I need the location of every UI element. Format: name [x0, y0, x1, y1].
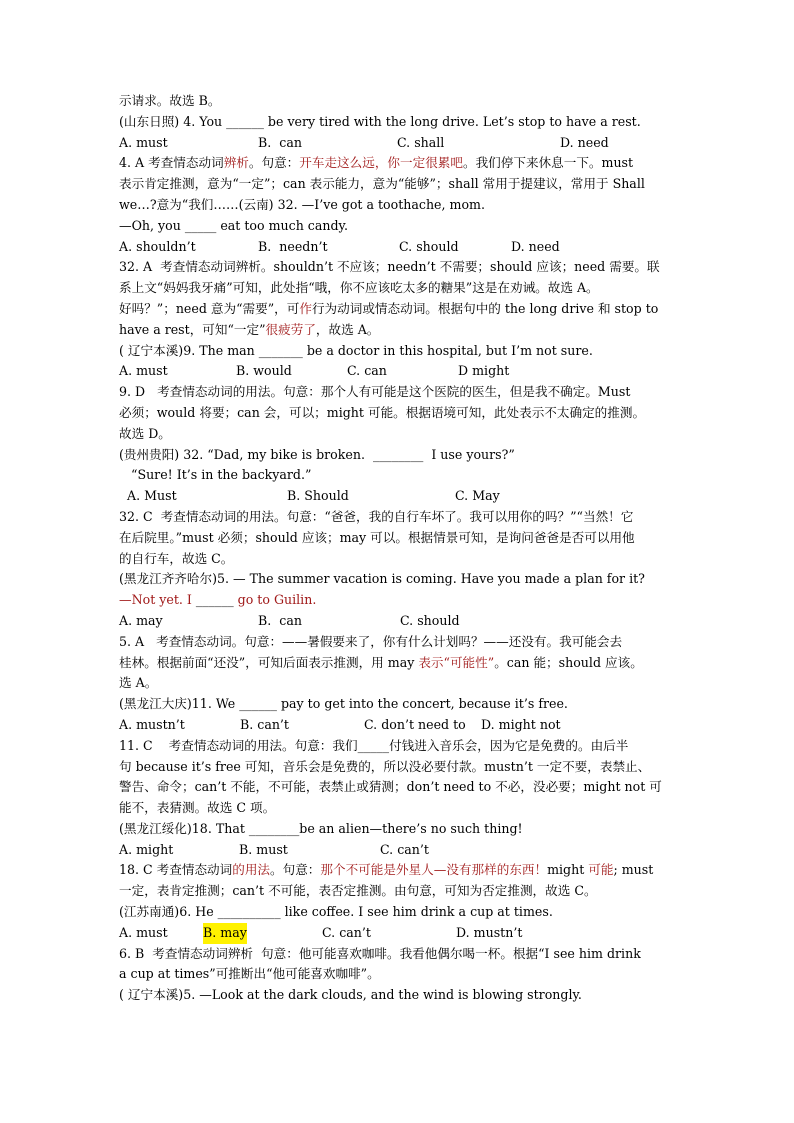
text-segment: ( 辽宁本溪)9. The man _______ be a doctor in this hospital, but I’m not sure. — [119, 342, 593, 358]
text-segment: 在后院里。”must 必须；should 应该；may 可以。根据情景可知，是询问爸爸是否可以用他 — [119, 529, 635, 545]
answer-option: D. need — [560, 134, 609, 150]
text-line — [119, 320, 677, 341]
text-segment: 。我们停下来休息一下。must — [462, 155, 634, 171]
text-line — [119, 507, 677, 528]
text-segment: 6. B 考查情态动词辨析 句意：他可能喜欢咖啡。我看他偶尔喝一杯。根据“I see him drink — [119, 945, 641, 961]
text-segment: might — [547, 862, 589, 878]
highlighted-text: 开车走这么远，你一定很累吧 — [299, 155, 463, 171]
text-line — [119, 445, 677, 466]
highlighted-text: 表示“可能性” — [418, 654, 495, 670]
highlighted-text: 辨析 — [223, 155, 249, 171]
text-segment: 一定，表肯定推测；can’t 不可能，表否定推测。由句意，可知为否定推测，故选 C。 — [119, 883, 597, 899]
text-line — [119, 569, 677, 590]
text-segment: ______ — [195, 592, 234, 608]
text-segment: 表示肯定推测，意为“一定”；can 表示能力，意为“能够”；shall 常用于提建议，常用于 Shall — [119, 176, 645, 192]
answer-option: C. don’t need to — [364, 716, 466, 732]
answer-options-line — [119, 133, 677, 154]
text-line — [119, 798, 677, 819]
highlighted-text: 很疲劳了 — [265, 321, 316, 337]
highlighted-text: go to Guilin. — [233, 592, 317, 608]
text-segment: 行为动词或情态动词。根据句中的 the long drive 和 stop to — [311, 300, 659, 316]
text-line — [119, 174, 677, 195]
text-line — [119, 216, 677, 237]
text-line — [119, 341, 677, 362]
answer-options-line — [119, 237, 677, 258]
answer-option: A. shouldn’t — [119, 238, 196, 254]
answer-option: B. needn’t — [258, 238, 328, 254]
answer-option: A. must — [119, 134, 168, 150]
text-segment: we…?意为“我们……(云南) 32. —I’ve got a toothache, mom. — [119, 196, 485, 212]
text-segment: 桂林。根据前面“还没”，可知后面表示推测，用 may — [119, 654, 419, 670]
highlighted-text: 的用法 — [232, 862, 271, 878]
text-segment: (贵州贵阳) 32. “Dad, my bike is broken. ________ I use yours?” — [119, 446, 515, 462]
answer-option: D might — [458, 363, 510, 379]
text-line — [119, 195, 677, 216]
text-line — [119, 382, 677, 403]
text-segment: (江苏南通)6. He __________ like coffee. I see him drink a cup at times. — [119, 904, 553, 920]
answer-option: C. should — [400, 612, 460, 628]
text-segment: ; must — [613, 862, 654, 878]
answer-option: C. May — [455, 488, 500, 504]
answer-option: A. mustn’t — [119, 716, 185, 732]
answer-option: A. must — [119, 924, 168, 940]
text-segment: 的自行车，故选 C。 — [119, 550, 234, 566]
text-segment: a cup at times”可推断出“他可能喜欢咖啡”。 — [119, 966, 380, 982]
answer-option: D. need — [511, 238, 560, 254]
text-line — [119, 632, 677, 653]
text-segment: 故选 D。 — [119, 425, 171, 441]
text-line — [119, 465, 677, 486]
highlighted-text: —Not yet. I — [119, 592, 196, 608]
text-line — [119, 528, 677, 549]
text-segment: (黑龙江齐齐哈尔)5. — The summer vacation is coming. Have you made a plan for it? — [119, 571, 645, 587]
answer-options-line — [119, 611, 677, 632]
highlighted-text: 可能 — [588, 862, 614, 878]
answer-option: C. can — [347, 363, 387, 379]
text-line — [119, 777, 677, 798]
highlighted-text: 那个不可能是外星人—没有那样的东西！ — [320, 862, 548, 878]
text-segment: 32. A 考查情态动词辨析。shouldn’t 不应该；needn’t 不需要；should 应该；need 需要。联 — [119, 259, 660, 275]
answer-option: B. must — [239, 841, 288, 857]
text-line — [119, 424, 677, 445]
text-line — [119, 278, 677, 299]
text-line — [119, 112, 677, 133]
text-segment: 4. A 考查情态动词 — [119, 155, 224, 171]
answer-option: B. would — [236, 363, 292, 379]
text-line — [119, 881, 677, 902]
text-line — [119, 653, 677, 674]
text-line — [119, 549, 677, 570]
text-segment: 32. C 考查情态动词的用法。句意：“爸爸，我的自行车坏了。我可以用你的吗？”“当然！它 — [119, 508, 634, 524]
text-segment: 好吗？”；need 意为“需要”，可 — [119, 300, 300, 316]
answer-option: A. might — [119, 841, 174, 857]
text-segment: 9. D 考查情态动词的用法。句意：那个人有可能是这个医院的医生，但是我不确定。Must — [119, 384, 631, 400]
text-segment: —Oh, you _____ eat too much candy. — [119, 217, 348, 233]
answer-option: D. might not — [481, 716, 561, 732]
text-segment: have a rest，可知“一定” — [119, 321, 266, 337]
text-segment: 。句意： — [248, 155, 300, 171]
answer-option: C. should — [399, 238, 459, 254]
document-page — [119, 91, 677, 1006]
text-line — [119, 860, 677, 881]
text-line — [119, 757, 677, 778]
text-line — [119, 964, 677, 985]
text-segment: (黑龙江大庆)11. We ______ pay to get into the concert, because it’s free. — [119, 696, 568, 712]
text-line — [119, 257, 677, 278]
answer-options-line — [119, 361, 677, 382]
answer-options-line — [119, 840, 677, 861]
text-segment: 5. A 考查情态动词。句意：——暑假要来了，你有什么计划吗？——还没有。我可能会去 — [119, 633, 623, 649]
text-segment: ，故选 A。 — [315, 321, 380, 337]
text-line — [119, 902, 677, 923]
text-line — [119, 590, 677, 611]
answer-option: C. can’t — [322, 924, 371, 940]
text-segment: 必须；would 将要；can 会，可以；might 可能。根据语境可知，此处表示不太确定的推测。 — [119, 404, 646, 420]
highlighted-text: 作 — [299, 300, 312, 316]
answer-option: C. can’t — [380, 841, 429, 857]
text-segment: 句 because it’s free 可知，音乐会是免费的，所以没必要付款。mustn’t 一定不要，表禁止、 — [119, 758, 651, 774]
text-segment: 11. C 考查情态动词的用法。句意：我们_____付钱进入音乐会，因为它是免费的。由后半 — [119, 737, 629, 753]
text-segment: 。can 能；should 应该。 — [494, 654, 643, 670]
text-line — [119, 944, 677, 965]
text-line — [119, 736, 677, 757]
answer-options-line — [119, 715, 677, 736]
answer-option: A. may — [119, 612, 163, 628]
text-line — [119, 299, 677, 320]
text-segment: 能不，表猜测。故选 C 项。 — [119, 800, 276, 816]
answer-option: B. can — [258, 134, 302, 150]
answer-option: D. mustn’t — [456, 924, 523, 940]
text-line — [119, 673, 677, 694]
text-line — [119, 819, 677, 840]
text-line — [119, 153, 677, 174]
text-segment: 18. C 考查情态动词 — [119, 862, 233, 878]
answer-option: A. Must — [119, 488, 177, 504]
text-segment: 选 A。 — [119, 675, 158, 691]
answer-option: B. Should — [287, 488, 349, 504]
text-segment: 。句意： — [270, 862, 321, 878]
answer-option: B. can — [258, 612, 302, 628]
text-line — [119, 403, 677, 424]
text-segment: ( 辽宁本溪)5. —Look at the dark clouds, and the wind is blowing strongly. — [119, 987, 582, 1003]
text-line — [119, 694, 677, 715]
text-segment: 警告、命令；can’t 不能，不可能，表禁止或猜测；don’t need to 不必，没必要；might not 可 — [119, 779, 662, 795]
text-segment: “Sure! It’s in the backyard.” — [119, 467, 312, 483]
text-segment: 系上文“妈妈我牙痛”可知，此处指“哦，你不应该吃太多的糖果”这是在劝诫。故选 A。 — [119, 280, 599, 296]
text-line — [119, 91, 677, 112]
answer-options-line — [119, 923, 677, 944]
answer-option: C. shall — [397, 134, 445, 150]
text-segment: (黑龙江绥化)18. That ________be an alien—there’s no such thing! — [119, 820, 523, 836]
answer-options-line — [119, 486, 677, 507]
answer-option: B. may — [203, 923, 247, 944]
text-segment: (山东日照) 4. You ______ be very tired with the long drive. Let’s stop to have a rest. — [119, 113, 641, 129]
text-segment: 示请求。故选 B。 — [119, 93, 221, 108]
answer-option: A. must — [119, 363, 168, 379]
answer-option: B. can’t — [240, 716, 289, 732]
text-line — [119, 985, 677, 1006]
